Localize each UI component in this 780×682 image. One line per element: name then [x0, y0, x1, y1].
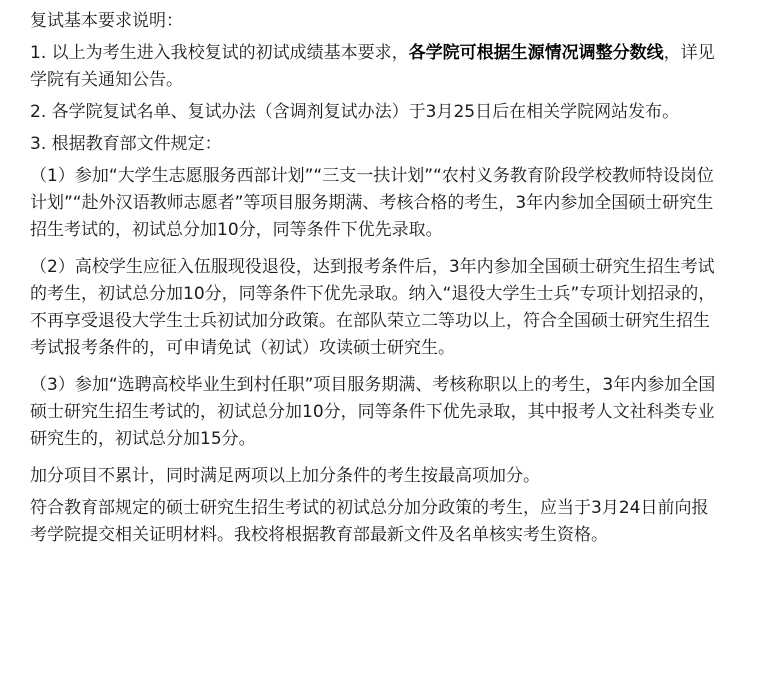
note: 加分项目不累计，同时满足两项以上加分条件的考生按最高项加分。 [30, 466, 540, 486]
item-1 [30, 40, 720, 94]
closing: 符合教育部规定的硕士研究生招生考试的初试总分加分政策的考生，应当于3月24日前向报考学院提交相关证明材料。我校将根据教育部最新文件及名单核实考生资格。 [30, 498, 709, 545]
item-3: 3. 根据教育部文件规定： [30, 134, 222, 154]
item-2: 2. 各学院复试名单、复试办法（含调剂复试办法）于3月25日后在相关学院网站发布。 [30, 102, 680, 122]
item-1-prefix: 1. 以上为考生进入我校复试的初试成绩基本要求， [30, 43, 409, 63]
sub-item-1: （1）参加“大学生志愿服务西部计划”“三支一扶计划”“农村义务教育阶段学校教师特设岗位计划”“赴外汉语教师志愿者”等项目服务期满、考核合格的考生，3年内参加全国硕士研究生招生考试的，初试总分加10分，同等条件下优先录取。 [30, 166, 714, 240]
doc-title: 复试基本要求说明： [30, 11, 183, 31]
item-1-emphasis: 各学院可根据生源情况调整分数线 [408, 43, 664, 63]
sub-item-3: （3）参加“选聘高校毕业生到村任职”项目服务期满、考核称职以上的考生，3年内参加全国硕士研究生招生考试的，初试总分加10分，同等条件下优先录取，其中报考人文社科类专业研究生的，初试总分加15分。 [30, 375, 716, 449]
item-1-suffix: ，详见学院有关通知公告。 [30, 43, 715, 90]
sub-item-2: （2）高校学生应征入伍服现役退役，达到报考条件后，3年内参加全国硕士研究生招生考试的考生，初试总分加10分，同等条件下优先录取。纳入“退役大学生士兵”专项计划招录的，不再享受退役大学生士兵初试加分政策。在部队荣立二等功以上，符合全国硕士研究生招生考试报考条件的，可申请免试（初试）攻读硕士研究生。 [30, 257, 716, 358]
